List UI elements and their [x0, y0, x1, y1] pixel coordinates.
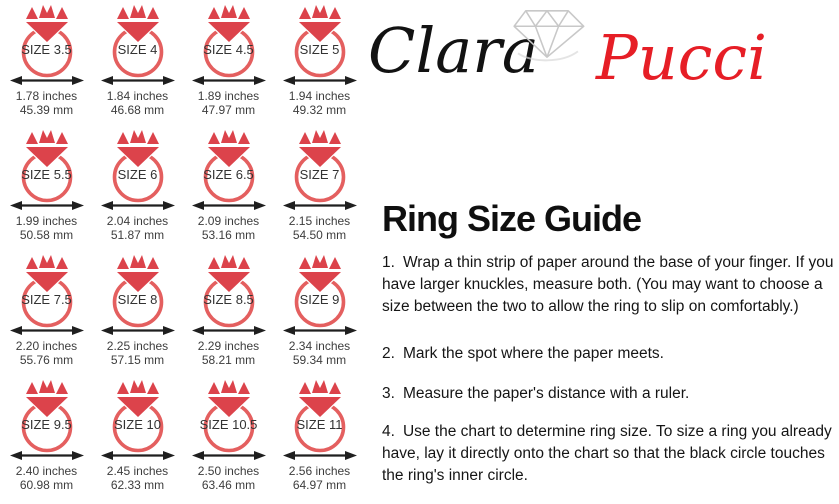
- ring-figure: [15, 379, 79, 455]
- ring-figure: [197, 379, 261, 455]
- ring-size-cell: [92, 4, 183, 129]
- page-title: Ring Size Guide: [382, 198, 642, 239]
- step-text: Use the chart to determine ring size. To size a ring you already have, lay it directly onto the chart so that the black circle touches the ring's inner circle.: [382, 423, 832, 484]
- ring-size-cell: [1, 4, 92, 129]
- ring-size-cell: [1, 129, 92, 254]
- guide-step-4: [382, 421, 839, 487]
- ring-size-cell: [92, 254, 183, 379]
- ring-size-label: SIZE 9.5: [21, 417, 72, 432]
- ring-size-label: SIZE 8: [117, 292, 158, 307]
- ring-size-label: SIZE 8.5: [203, 292, 254, 307]
- ring-measurements: [289, 215, 350, 242]
- guide-step-1: [382, 252, 839, 318]
- ring-measurements: [289, 465, 350, 492]
- ring-mm: 63.46 mm: [201, 477, 256, 492]
- step-text: Wrap a thin strip of paper around the base of your finger. If you have larger knuckles, measure both. (You may want to choose a size between the two to allow the ring to slip on comfortably.): [382, 254, 834, 315]
- ring-inches: 2.09 inches: [197, 214, 260, 228]
- ring-mm: 60.98 mm: [19, 477, 74, 492]
- ring-size-cell: [1, 379, 92, 504]
- ring-measurements: [198, 340, 259, 367]
- step-text: Measure the paper's distance with a ruler.: [402, 385, 690, 402]
- ring-inches: 1.94 inches: [288, 89, 351, 103]
- ring-figure: [197, 129, 261, 205]
- ring-inches: 2.50 inches: [197, 464, 260, 478]
- ring-measurements: [16, 90, 77, 117]
- ring-figure: [15, 254, 79, 330]
- ring-figure: [288, 254, 352, 330]
- ring-mm: 45.39 mm: [19, 102, 74, 117]
- ring-figure: [288, 379, 352, 455]
- ring-inches: 2.15 inches: [288, 214, 351, 228]
- ring-size-cell: [183, 129, 274, 254]
- ring-size-label: SIZE 3.5: [21, 42, 72, 57]
- ring-size-cell: [274, 254, 365, 379]
- ring-size-label: SIZE 10: [114, 417, 161, 432]
- ring-measurements: [107, 90, 168, 117]
- ring-inches: 2.04 inches: [106, 214, 169, 228]
- ring-measurements: [107, 465, 168, 492]
- ring-inches: 1.89 inches: [197, 89, 260, 103]
- ring-size-cell: [274, 379, 365, 504]
- ring-inches: 2.40 inches: [15, 464, 78, 478]
- brand-name-clara: Clara: [368, 14, 539, 87]
- ring-size-label: SIZE 9: [299, 292, 340, 307]
- ring-size-label: SIZE 4: [117, 42, 158, 57]
- ring-size-label: SIZE 5.5: [21, 167, 72, 182]
- ring-inches: 1.78 inches: [15, 89, 78, 103]
- ring-size-cell: [92, 379, 183, 504]
- ring-mm: 54.50 mm: [292, 227, 347, 242]
- ring-figure: [106, 379, 170, 455]
- ring-figure: [15, 129, 79, 205]
- ring-figure: [288, 129, 352, 205]
- ring-mm: 46.68 mm: [110, 102, 165, 117]
- ring-measurements: [198, 215, 259, 242]
- ring-mm: 62.33 mm: [110, 477, 165, 492]
- ring-figure: [106, 4, 170, 80]
- ring-size-label: SIZE 10.5: [199, 417, 258, 432]
- ring-measurements: [107, 215, 168, 242]
- ring-inches: 1.99 inches: [15, 214, 78, 228]
- ring-measurements: [198, 90, 259, 117]
- ring-measurements: [16, 215, 77, 242]
- ring-mm: 49.32 mm: [292, 102, 347, 117]
- ring-mm: 53.16 mm: [201, 227, 256, 242]
- ring-mm: 59.34 mm: [292, 352, 347, 367]
- ring-figure: [197, 4, 261, 80]
- ring-inches: 2.45 inches: [106, 464, 169, 478]
- ring-size-cell: [1, 254, 92, 379]
- ring-size-label: SIZE 11: [296, 417, 343, 432]
- ring-inches: 2.20 inches: [15, 339, 78, 353]
- ring-size-cell: [274, 4, 365, 129]
- ring-figure: [106, 254, 170, 330]
- ring-size-cell: [183, 254, 274, 379]
- ring-size-label: SIZE 5: [299, 42, 340, 57]
- step-number: 3.: [382, 385, 395, 402]
- brand-name-pucci: Pucci: [596, 21, 767, 94]
- ring-mm: 50.58 mm: [19, 227, 74, 242]
- ring-size-cell: [274, 129, 365, 254]
- ring-measurements: [16, 465, 77, 492]
- ring-figure: [288, 4, 352, 80]
- ring-measurements: [289, 340, 350, 367]
- ring-size-label: SIZE 6: [117, 167, 158, 182]
- ring-size-label: SIZE 4.5: [203, 42, 254, 57]
- step-number: 1.: [382, 254, 395, 271]
- step-number: 4.: [382, 423, 395, 440]
- ring-size-label: SIZE 7: [299, 167, 340, 182]
- guide-step-2: [382, 343, 839, 365]
- ring-measurements: [198, 465, 259, 492]
- ring-measurements: [16, 340, 77, 367]
- ring-size-label: SIZE 6.5: [203, 167, 254, 182]
- ring-size-cell: [92, 129, 183, 254]
- ring-size-cell: [183, 4, 274, 129]
- step-number: 2.: [382, 345, 395, 362]
- ring-size-label: SIZE 7.5: [21, 292, 72, 307]
- ring-size-cell: [183, 379, 274, 504]
- ring-measurements: [107, 340, 168, 367]
- ring-inches: 2.56 inches: [288, 464, 351, 478]
- ring-figure: [106, 129, 170, 205]
- guide-step-3: [382, 383, 839, 405]
- ring-mm: 47.97 mm: [201, 102, 256, 117]
- ring-mm: 51.87 mm: [110, 227, 165, 242]
- ring-inches: 2.25 inches: [106, 339, 169, 353]
- ring-figure: [15, 4, 79, 80]
- ring-mm: 57.15 mm: [110, 352, 165, 367]
- step-text: Mark the spot where the paper meets.: [402, 345, 664, 362]
- ring-mm: 64.97 mm: [292, 477, 347, 492]
- ring-inches: 2.29 inches: [197, 339, 260, 353]
- ring-size-chart: [1, 4, 365, 504]
- ring-mm: 58.21 mm: [201, 352, 256, 367]
- ring-inches: 1.84 inches: [106, 89, 169, 103]
- ring-measurements: [289, 90, 350, 117]
- ring-figure: [197, 254, 261, 330]
- ring-mm: 55.76 mm: [19, 352, 74, 367]
- diamond-logo-icon: [506, 5, 588, 63]
- ring-inches: 2.34 inches: [288, 339, 351, 353]
